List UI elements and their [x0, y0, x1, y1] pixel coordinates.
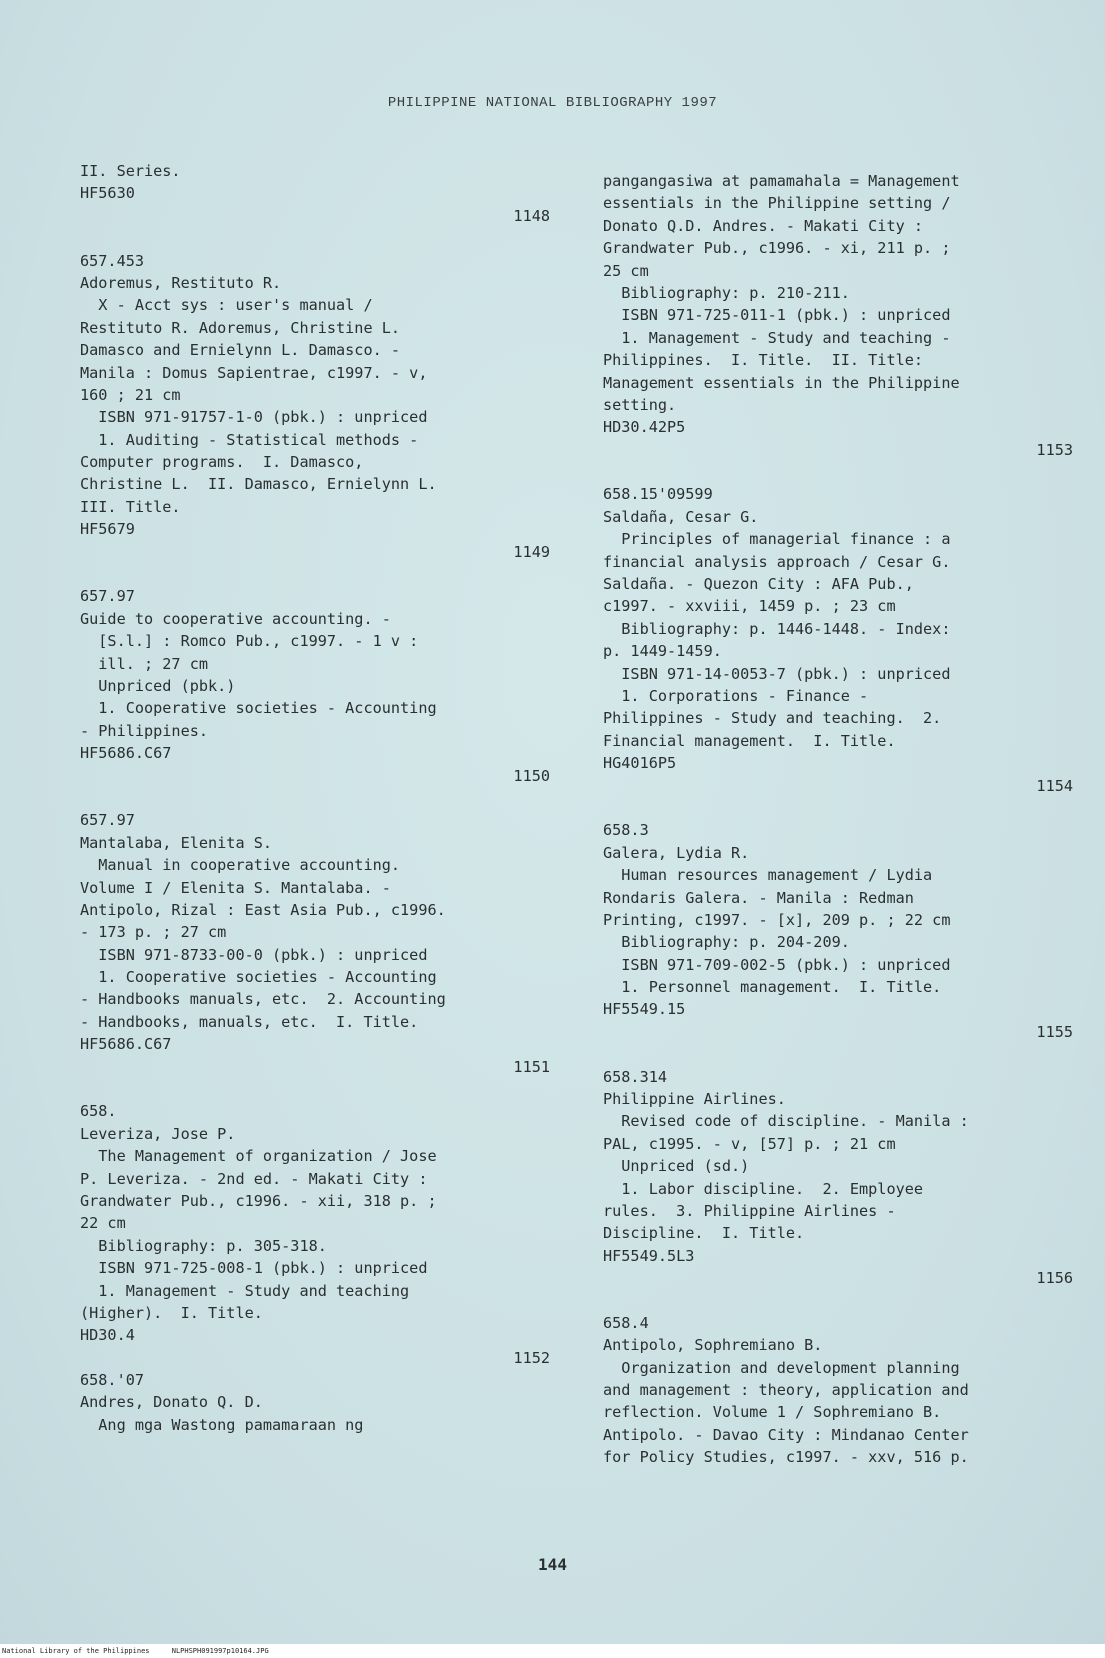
entry-line: II. Series.: [80, 162, 181, 180]
entry-line: HD30.4: [80, 1326, 135, 1345]
entry-line: Financial management. I. Title.: [603, 731, 896, 750]
entry-line: - Philippines.: [80, 721, 209, 740]
entry-gap: [603, 1290, 1073, 1312]
entry-gap: [80, 563, 550, 585]
entry-number: 1154: [1036, 776, 1073, 795]
page-number: 144: [538, 1555, 567, 1574]
entry-line: Philippines - Study and teaching. 2.: [603, 709, 942, 728]
entry-line: Computer programs. I. Damasco,: [80, 453, 364, 472]
entry-line: Ang mga Wastong pamamaraan ng: [80, 1415, 364, 1434]
entry-line: - Handbooks, manuals, etc. I. Title.: [80, 1012, 419, 1031]
entry-line: Philippines. I. Title. II. Title:: [603, 351, 924, 370]
entry-line: P. Leveriza. - 2nd ed. - Makati City :: [80, 1169, 428, 1188]
entry-number: 1149: [513, 542, 550, 561]
entry-line: Antipolo, Sophremiano B.: [603, 1336, 823, 1355]
entry-line: and management : theory, application and: [603, 1381, 969, 1400]
entry-line: Discipline. I. Title.: [603, 1224, 805, 1243]
entry-line: 1. Management - Study and teaching -: [603, 328, 951, 347]
entry-line: HF5549.5L3: [603, 1246, 695, 1265]
entry-line: ISBN 971-91757-1-0 (pbk.) : unpriced: [80, 408, 428, 427]
entry-number: 1155: [1036, 1022, 1073, 1041]
entry-line: 658.4: [603, 1313, 649, 1332]
entry-line: HG4016P5: [603, 754, 677, 773]
entry-number: 1148: [513, 206, 550, 225]
entry-line: 1. Auditing - Statistical methods -: [80, 430, 419, 449]
entry-line: pangangasiwa at pamamahala = Management: [603, 172, 960, 190]
entry-line: Antipolo. - Davao City : Mindanao Center: [603, 1425, 969, 1444]
entry-line: Principles of managerial finance : a: [603, 530, 951, 549]
entry-line: Unpriced (sd.): [603, 1157, 750, 1176]
entry-line: HF5549.15: [603, 1000, 686, 1019]
entry-line: Philippine Airlines.: [603, 1090, 786, 1109]
entry-line: Damasco and Ernielynn L. Damasco. -: [80, 341, 401, 360]
entry-line: Bibliography: p. 204-209.: [603, 933, 850, 952]
entry-line: 1. Personnel management. I. Title.: [603, 978, 942, 997]
entry-line: financial analysis approach / Cesar G.: [603, 552, 951, 571]
entry-line: - Handbooks manuals, etc. 2. Accounting: [80, 990, 446, 1009]
entry-line: Saldaña, Cesar G.: [603, 507, 759, 526]
scan-footer: [0, 1644, 1105, 1658]
entry-number: 1156: [1036, 1269, 1073, 1288]
entry-line: setting.: [603, 395, 677, 414]
entry-line: 658.: [80, 1102, 117, 1121]
entry-line: Antipolo, Rizal : East Asia Pub., c1996.: [80, 900, 446, 919]
entry-line: Manual in cooperative accounting.: [80, 856, 401, 875]
entry-line: 22 cm: [80, 1214, 126, 1233]
entry-gap: [603, 1043, 1073, 1065]
entry-line: 1. Cooperative societies - Accounting: [80, 699, 437, 718]
entry-line: Leveriza, Jose P.: [80, 1124, 236, 1143]
entry-gap: [80, 1078, 550, 1100]
entry-line: Grandwater Pub., c1996. - xi, 211 p. ;: [603, 239, 951, 258]
left-column: [80, 160, 550, 1436]
running-header: PHILIPPINE NATIONAL BIBLIOGRAPHY 1997: [387, 95, 718, 111]
entry-number: 1151: [513, 1057, 550, 1076]
entry-line: 657.97: [80, 811, 135, 830]
entry-line: for Policy Studies, c1997. - xxv, 516 p.: [603, 1448, 969, 1467]
entry-line: Guide to cooperative accounting. -: [80, 609, 391, 628]
entry-line: ISBN 971-725-008-1 (pbk.) : unpriced: [80, 1259, 428, 1278]
entry-line: 1. Corporations - Finance -: [603, 686, 869, 705]
entry-line: - 173 p. ; 27 cm: [80, 923, 227, 942]
entry-line: Rondaris Galera. - Manila : Redman: [603, 888, 914, 907]
entry-line: 658.15'09599: [603, 485, 713, 504]
entry-line: [S.l.] : Romco Pub., c1997. - 1 v :: [80, 632, 419, 651]
entry-line: 1. Labor discipline. 2. Employee: [603, 1179, 924, 1198]
entry-line: Organization and development planning: [603, 1358, 960, 1377]
entry-line: Restituto R. Adoremus, Christine L.: [80, 318, 401, 337]
entry-line: Bibliography: p. 305-318.: [80, 1236, 327, 1255]
footer-institution: National Library of the Philippines: [2, 1647, 150, 1655]
entry-line: Management essentials in the Philippine: [603, 373, 960, 392]
entry-line: (Higher). I. Title.: [80, 1303, 263, 1322]
entry-line: Grandwater Pub., c1996. - xii, 318 p. ;: [80, 1191, 437, 1210]
entry-line: III. Title.: [80, 497, 181, 516]
entry-line: Volume I / Elenita S. Mantalaba. -: [80, 878, 391, 897]
entry-line: 658.314: [603, 1067, 668, 1086]
entry-line: rules. 3. Philippine Airlines -: [603, 1201, 896, 1220]
entry-line: Bibliography: p. 1446-1448. - Index:: [603, 619, 951, 638]
entry-line: Bibliography: p. 210-211.: [603, 283, 850, 302]
entry-line: HF5686.C67: [80, 744, 172, 763]
entry-line: Human resources management / Lydia: [603, 866, 933, 885]
entry-line: 657.97: [80, 587, 135, 606]
entry-line: ISBN 971-8733-00-0 (pbk.) : unpriced: [80, 945, 428, 964]
entry-line: 658.'07: [80, 1371, 145, 1390]
entry-line: 658.3: [603, 821, 649, 840]
entry-line: The Management of organization / Jose: [80, 1147, 437, 1166]
entry-line: 657.453: [80, 251, 145, 270]
entry-number: 1150: [513, 766, 550, 785]
entry-line: HF5630: [80, 184, 135, 203]
entry-line: ISBN 971-14-0053-7 (pbk.) : unpriced: [603, 664, 951, 683]
entry-line: HD30.42P5: [603, 418, 686, 437]
entry-line: c1997. - xxviii, 1459 p. ; 23 cm: [603, 597, 896, 616]
entry-number: 1152: [513, 1348, 550, 1367]
entry-line: PAL, c1995. - v, [57] p. ; 21 cm: [603, 1134, 896, 1153]
entry-line: reflection. Volume 1 / Sophremiano B.: [603, 1403, 942, 1422]
entry-gap: [80, 787, 550, 809]
entry-line: Andres, Donato Q. D.: [80, 1393, 263, 1412]
entry-line: HF5686.C67: [80, 1035, 172, 1054]
entry-line: Mantalaba, Elenita S.: [80, 833, 273, 852]
entry-line: X - Acct sys : user's manual /: [80, 296, 373, 315]
entry-line: Manila : Domus Sapientrae, c1997. - v,: [80, 363, 428, 382]
entry-line: 1. Management - Study and teaching: [80, 1281, 410, 1300]
entry-line: HF5679: [80, 520, 135, 539]
entry-line: 160 ; 21 cm: [80, 385, 181, 404]
entry-gap: [603, 797, 1073, 819]
entry-line: ill. ; 27 cm: [80, 654, 209, 673]
entry-line: Revised code of discipline. - Manila :: [603, 1112, 969, 1131]
entry-gap: [603, 461, 1073, 483]
entry-line: Saldaña. - Quezon City : AFA Pub.,: [603, 575, 914, 594]
entry-line: 1. Cooperative societies - Accounting: [80, 968, 437, 987]
entry-line: ISBN 971-709-002-5 (pbk.) : unpriced: [603, 955, 951, 974]
entry-line: essentials in the Philippine setting /: [603, 194, 951, 213]
entry-line: Donato Q.D. Andres. - Makati City :: [603, 216, 924, 235]
entry-line: 25 cm: [603, 261, 649, 280]
entry-line: Christine L. II. Damasco, Ernielynn L.: [80, 475, 437, 494]
entry-line: p. 1449-1459.: [603, 642, 722, 661]
entry-gap: [80, 227, 550, 249]
footer-file: NLPHSPH091997p10164.JPG: [171, 1647, 269, 1655]
entry-number: 1153: [1036, 440, 1073, 459]
entry-line: Adoremus, Restituto R.: [80, 273, 282, 292]
entry-line: Unpriced (pbk.): [80, 676, 236, 695]
right-column: [603, 170, 1073, 1469]
entry-line: Galera, Lydia R.: [603, 843, 750, 862]
entry-line: ISBN 971-725-011-1 (pbk.) : unpriced: [603, 306, 951, 325]
entry-line: Printing, c1997. - [x], 209 p. ; 22 cm: [603, 910, 951, 929]
